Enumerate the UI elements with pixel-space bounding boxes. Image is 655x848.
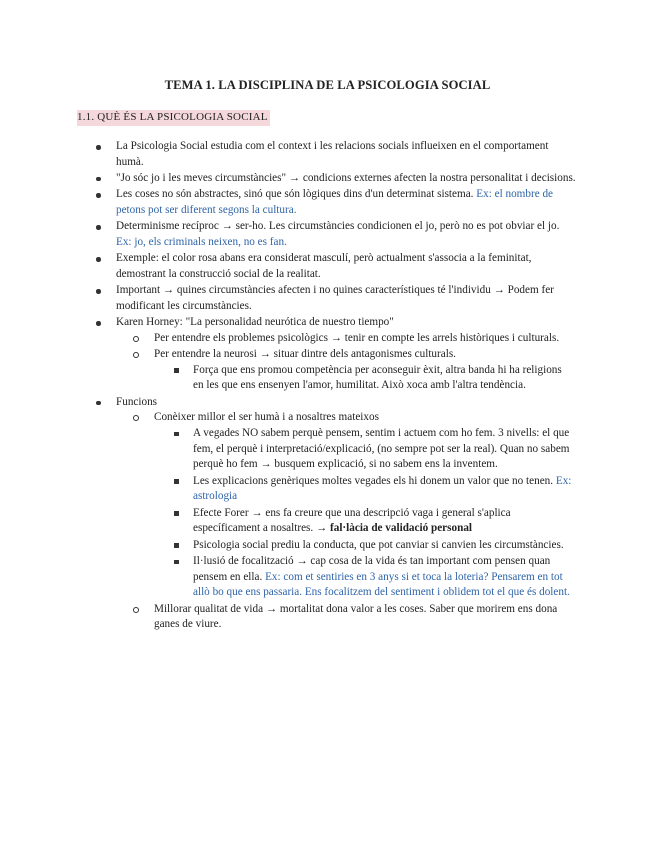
sub-list-item	[116, 347, 572, 394]
main-bullet-list	[0, 139, 655, 634]
sub-sub-list-item	[154, 426, 572, 473]
sub-sub-list	[154, 426, 572, 601]
list-item	[0, 395, 576, 633]
sub-list	[116, 331, 576, 394]
list-item	[0, 187, 576, 218]
list-item	[0, 251, 576, 282]
item-text: Karen Horney: "La personalidad neurótica de nuestro tiempo"	[116, 316, 394, 329]
list-item	[0, 315, 576, 394]
item-text: Determinisme recíproc → ser-ho. Les circumstàncies condicionen el jo, però no es pot obviar el jo.	[116, 220, 560, 233]
sub-sub-list-item	[154, 363, 572, 394]
section-heading: 1.1. QUÈ ÉS LA PSICOLOGIA SOCIAL	[77, 110, 270, 126]
item-text: Les explicacions genèriques moltes vegades els hi donem un valor que no tenen.	[193, 474, 556, 487]
item-text: Exemple: el color rosa abans era considerat masculí, però actualment s'associa a la feminitat, demostrant la construcció social de la realitat.	[116, 252, 532, 280]
list-item	[0, 219, 576, 250]
example-text: Ex: com et sentiries en 3 anys si et toca la loteria? Pensarem en tot allò bo que ens passaria. Ens focalitzem del sentiment i oblidem tot el que és dolent.	[193, 570, 570, 599]
list-item	[0, 139, 576, 170]
item-text: Per entendre els problemes psicològics → tenir en compte les arrels històriques i culturals.	[154, 331, 560, 344]
page-title: TEMA 1. LA DISCIPLINA DE LA PSICOLOGIA SOCIAL	[164, 78, 491, 92]
sub-sub-list	[154, 363, 572, 394]
sub-sub-list-item	[154, 554, 572, 601]
item-text: La Psicologia Social estudia com el context i les relacions socials influeixen en el comportament humà.	[116, 140, 549, 168]
example-text: Ex: jo, els criminals neixen, no es fan.	[116, 235, 287, 248]
item-text: Conèixer millor el ser humà i a nosaltres mateixos	[154, 411, 379, 424]
example-text: Ex: el nombre de petons pot ser diferent segons la cultura.	[116, 188, 554, 216]
sub-list	[116, 410, 576, 632]
sub-list-item	[116, 410, 572, 600]
example-text: Ex: astrologia	[193, 474, 572, 503]
item-text: Il·lusió de focalització → cap cosa de la vida és tan important com pensen quan pensem en ella.	[193, 555, 551, 583]
list-item	[0, 283, 576, 314]
bold-term: fal·làcia de validació personal	[330, 522, 473, 535]
item-text: Millorar qualitat de vida → mortalitat dona valor a les coses. Saber que morirem ens dona ganes de viure.	[154, 602, 558, 631]
sub-sub-list-item	[154, 474, 572, 505]
item-text: A vegades NO sabem perquè pensem, sentim i actuem com ho fem. 3 nivells: el que fem, el perquè i interpretació/explicació, (no sempre pot ser la real). Quan no sabem perquè ho fem → busquem explicació, si no sabem ens la inventem.	[193, 427, 570, 471]
item-text: Força que ens promou competència per aconseguir èxit, altra banda hi ha religions en les que ens ensenyen l'amor, humilitat. Això xoca amb l'altra tendència.	[193, 363, 562, 392]
sub-sub-list-item	[154, 506, 572, 537]
sub-list-item	[116, 331, 572, 347]
list-item	[0, 171, 576, 187]
item-text: Per entendre la neurosi → situar dintre dels antagonismes culturals.	[154, 348, 456, 361]
item-text: Important → quines circumstàncies afecten i no quines característiques té l'individu → Podem fer modificant les circumstàncies.	[116, 284, 554, 312]
sub-sub-list-item	[154, 538, 572, 554]
sub-list-item	[116, 602, 572, 633]
item-text: Les coses no són abstractes, sinó que són lògiques dins d'un determinat sistema.	[116, 188, 477, 201]
item-text: Psicologia social prediu la conducta, que pot canviar si canvien les circumstàncies.	[193, 538, 564, 551]
item-text: Efecte Forer → ens fa creure que una descripció vaga i general s'aplica específicament a nosaltres. →	[193, 506, 511, 535]
item-text: Funcions	[116, 395, 158, 408]
item-text: "Jo sóc jo i les meves circumstàncies" → condicions externes afecten la nostra personalitat i decisions.	[116, 171, 576, 184]
